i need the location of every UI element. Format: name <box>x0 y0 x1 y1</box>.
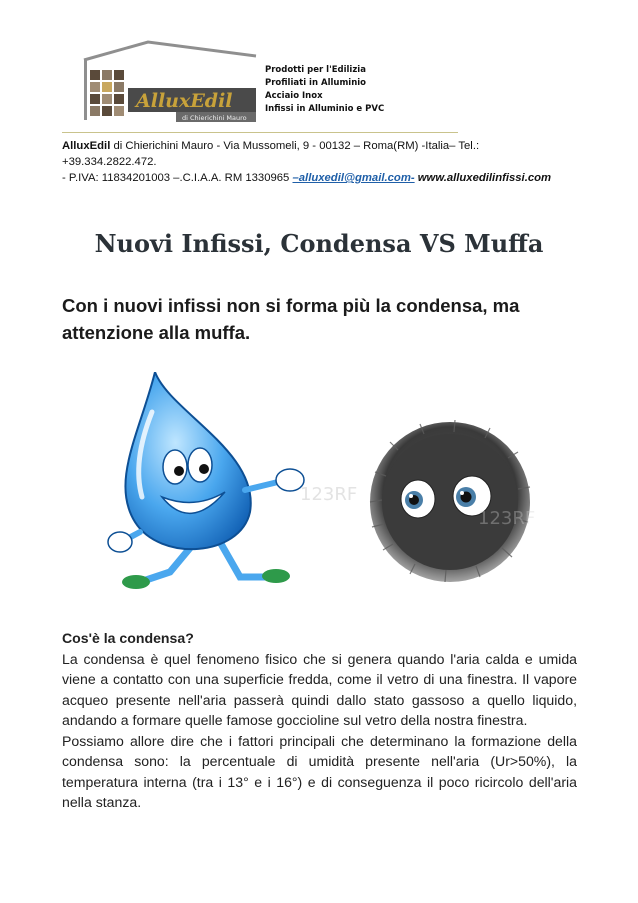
product-item: Acciaio Inox <box>265 91 323 101</box>
product-item: Prodotti per l'Edilizia <box>265 65 366 75</box>
website-link[interactable]: www.alluxedilinfissi.com <box>417 172 552 184</box>
company-name: AlluxEdil <box>62 140 111 152</box>
watermark-text: 123RF <box>300 484 358 505</box>
water-drop-character <box>108 372 304 589</box>
drop-vs-mold-illustration <box>100 372 570 597</box>
header-divider <box>62 132 458 133</box>
email-link[interactable]: –alluxedil@gmail.com- <box>292 172 415 184</box>
section-heading: Cos'è la condensa? <box>62 630 194 646</box>
vat-line: - P.IVA: 11834201003 –.C.I.A.A. RM 1330965 <box>62 172 293 184</box>
paragraph: La condensa è quel fenomeno fisico che si genera quando l'aria calda e umida viene a contatto con una superficie fredda, come il vetro di una finestra. Il vapore acqueo presente nell'aria passerà quindi dallo stato gassoso a quello liquido, andando a formare quelle famose goccioline sul vetro della nostra finestra. <box>62 650 577 728</box>
watermark-text: 123RF <box>478 508 536 529</box>
paragraph: Possiamo allore dire che i fattori principali che determinano la formazione della condensa sono: la percentuale di umidità presente nell'aria (Ur>50%), la temperatura interna (tra i 13° e i 16°) e di conseguenza il poco ricircolo dell'aria nella stanza. <box>62 732 577 810</box>
logo-brand-text: AlluxEdil <box>136 90 233 112</box>
page-subtitle: Con i nuovi infissi non si forma più la condensa, ma attenzione alla muffa. <box>62 295 520 343</box>
product-list <box>265 64 384 116</box>
contact-block <box>62 138 582 186</box>
product-item: Infissi in Alluminio e PVC <box>265 104 385 114</box>
mold-ball-character <box>370 420 530 582</box>
page-title: Nuovi Infissi, Condensa VS Muffa <box>94 229 544 258</box>
address-line: di Chierichini Mauro - Via Mussomeli, 9 - 00132 – Roma(RM) -Italia– Tel.: <box>110 140 480 152</box>
phone-line: +39.334.2822.472. <box>62 156 157 168</box>
alluxedil-logo <box>80 38 260 126</box>
logo-sub-text: di Chierichini Mauro <box>182 114 247 122</box>
article-body <box>62 628 577 813</box>
product-item: Profiliati in Alluminio <box>265 78 367 88</box>
